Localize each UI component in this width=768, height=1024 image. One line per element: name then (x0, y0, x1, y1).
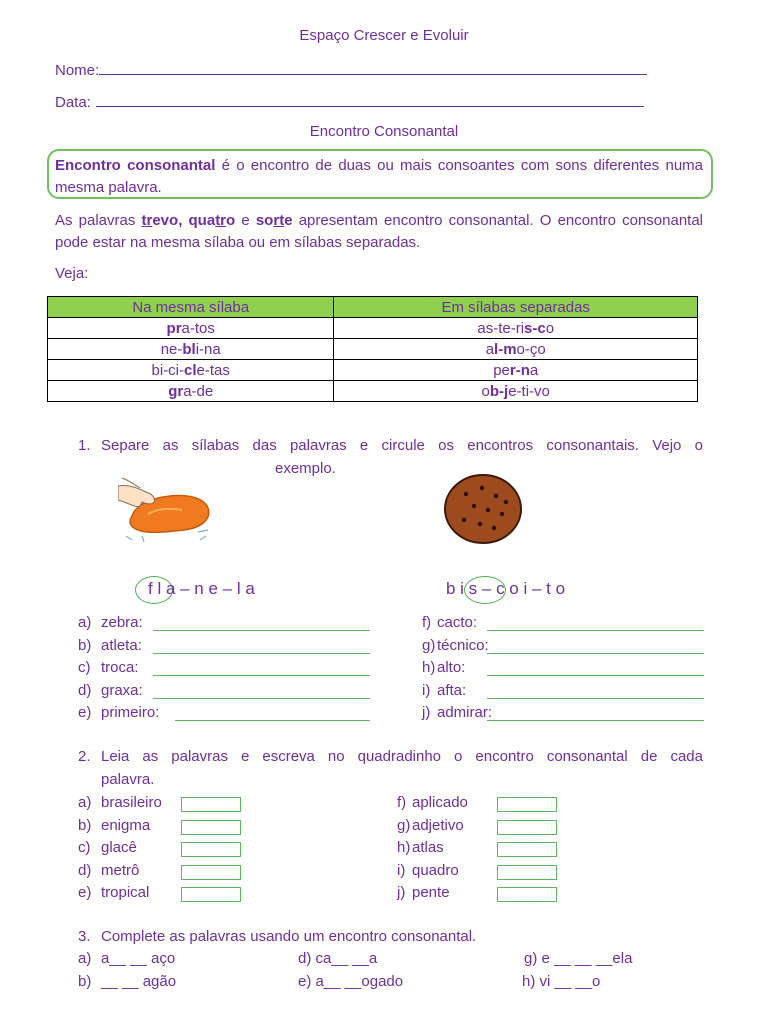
item-word: troca: (101, 659, 139, 676)
item-word: tropical (101, 884, 150, 901)
answer-line[interactable] (487, 630, 704, 631)
item-letter: c) (78, 839, 91, 856)
item-word: brasileiro (101, 794, 162, 811)
answer-box[interactable] (181, 865, 241, 880)
data-row (55, 92, 644, 111)
item-word: graxa: (101, 681, 143, 699)
word-trevo: trevo, (141, 212, 183, 229)
table-header-separate-syllables: Em sílabas separadas (334, 297, 698, 318)
intro-text-a: As palavras (55, 212, 142, 229)
separate-syllables-cell: al-mo-ço (334, 339, 698, 360)
q1-number: 1. (78, 437, 91, 454)
q3-number: 3. (78, 928, 91, 945)
chocolate-chip-cookie-icon (444, 474, 522, 544)
item-letter: a) (78, 794, 92, 811)
q3-item-a[interactable]: a__ __ aço (101, 950, 176, 967)
item-word: alto: (437, 659, 466, 676)
q2-text-line2: palavra. (101, 771, 155, 788)
item-word: enigma (101, 816, 151, 834)
table-row (48, 339, 698, 360)
item-letter: e) (78, 704, 92, 721)
item-word: atlas (412, 839, 444, 856)
item-word: glacê (101, 839, 137, 856)
nome-field[interactable] (99, 60, 647, 75)
q3-item-e[interactable]: e) a__ __ogado (298, 973, 404, 990)
same-syllable-cell: bi-ci-cle-tas (48, 360, 334, 381)
item-letter: h) (422, 659, 436, 676)
item-letter: f) (397, 794, 407, 811)
item-word: zebra: (101, 614, 143, 631)
answer-box[interactable] (181, 842, 241, 857)
hand-kneading-dough-icon (118, 474, 218, 546)
separate-syllables-cell: ob-je-ti-vo (334, 381, 698, 402)
answer-line[interactable] (153, 630, 370, 631)
data-label: Data: (55, 94, 91, 111)
item-word: admirar: (437, 704, 493, 721)
item-letter: d) (78, 861, 92, 879)
same-syllable-cell: ne-bli-na (48, 339, 334, 360)
answer-line[interactable] (487, 720, 704, 721)
answer-line[interactable] (487, 653, 704, 654)
item-letter: b) (78, 636, 92, 654)
item-word: primeiro: (101, 704, 160, 721)
answer-box[interactable] (497, 887, 557, 902)
q3-text: Complete as palavras usando um encontro consonantal. (101, 928, 477, 945)
example1-text: f l a – n e – l a (148, 579, 255, 598)
item-word: afta: (437, 681, 467, 699)
nome-label: Nome: (55, 62, 100, 79)
answer-line[interactable] (487, 675, 704, 676)
answer-box[interactable] (497, 797, 557, 812)
item-word: quadro (412, 861, 459, 879)
item-letter: e) (78, 884, 92, 901)
item-letter: j) (422, 704, 431, 721)
q3-item-g[interactable]: g) e __ __ __ela (524, 950, 633, 967)
item-word: metrô (101, 861, 140, 879)
item-word: adjetivo (412, 816, 464, 834)
q1-text-line1: Separe as sílabas das palavras e circule os encontros consonantais. Vejo o (101, 437, 703, 454)
page-header-title: Espaço Crescer e Evoluir (299, 27, 469, 44)
item-letter: g) (422, 636, 436, 654)
q3-item-h[interactable]: h) vi __ __o (522, 973, 601, 990)
q3-row2-label: b) (78, 973, 92, 990)
item-word: cacto: (437, 614, 478, 631)
item-word: pente (412, 884, 450, 901)
answer-line[interactable] (487, 698, 704, 699)
word-sorte: sorte (255, 212, 293, 229)
q3-row1-label: a) (78, 950, 92, 967)
answer-box[interactable] (181, 820, 241, 835)
syllable-table (47, 296, 698, 402)
answer-box[interactable] (497, 842, 557, 857)
item-word: atleta: (101, 636, 142, 654)
q3-item-d[interactable]: d) ca__ __a (298, 950, 378, 967)
intro-text-b: apresentam encontro consonantal. O encontro consonantal pode estar na mesma sílaba ou em sílabas separadas. (55, 212, 704, 251)
separate-syllables-cell: per-na (334, 360, 698, 381)
table-header-same-syllable: Na mesma sílaba (48, 297, 334, 318)
page-subtitle: Encontro Consonantal (309, 123, 459, 140)
example2-text: b i s – c o i – t o (446, 579, 566, 598)
intro-paragraph: As palavras trevo, quatro e sorte apresentam encontro consonantal. O encontro consonantal pode estar na mesma sílaba ou em sílabas separadas. (55, 212, 704, 251)
veja-label: Veja: (55, 265, 89, 282)
item-letter: d) (78, 681, 92, 699)
item-letter: a) (78, 614, 92, 631)
same-syllable-cell: pra-tos (48, 318, 334, 339)
answer-box[interactable] (497, 865, 557, 880)
item-letter: j) (397, 884, 406, 901)
item-word: técnico: (437, 636, 489, 654)
item-letter: i) (422, 681, 431, 699)
answer-box[interactable] (181, 797, 241, 812)
item-word: aplicado (412, 794, 468, 811)
same-syllable-cell: gra-de (48, 381, 334, 402)
item-letter: b) (78, 816, 92, 834)
q3-item-b[interactable]: __ __ agão (101, 973, 177, 990)
item-letter: f) (422, 614, 432, 631)
item-letter: g) (397, 816, 411, 834)
definition-term: Encontro consonantal (55, 157, 216, 174)
table-row (48, 318, 698, 339)
answer-line[interactable] (153, 653, 370, 654)
answer-box[interactable] (497, 820, 557, 835)
answer-box[interactable] (181, 887, 241, 902)
item-letter: i) (397, 861, 406, 879)
separate-syllables-cell: as-te-ris-co (334, 318, 698, 339)
data-field[interactable] (96, 92, 644, 107)
q2-text-line1: Leia as palavras e escreva no quadradinho o encontro consonantal de cada (101, 748, 703, 765)
item-letter: h) (397, 839, 411, 856)
q1-text-line2: exemplo. (275, 460, 336, 477)
definition-rest: é o encontro de duas ou mais consoantes com sons diferentes numa mesma palavra. (55, 157, 704, 196)
table-row (48, 381, 698, 402)
item-letter: c) (78, 659, 91, 676)
table-row (48, 360, 698, 381)
answer-line[interactable] (153, 698, 370, 699)
answer-line[interactable] (175, 720, 370, 721)
q2-number: 2. (78, 748, 91, 765)
word-quatro: quatro (188, 212, 236, 229)
answer-line[interactable] (153, 675, 370, 676)
nome-row (55, 60, 647, 79)
definition-text (55, 155, 703, 199)
